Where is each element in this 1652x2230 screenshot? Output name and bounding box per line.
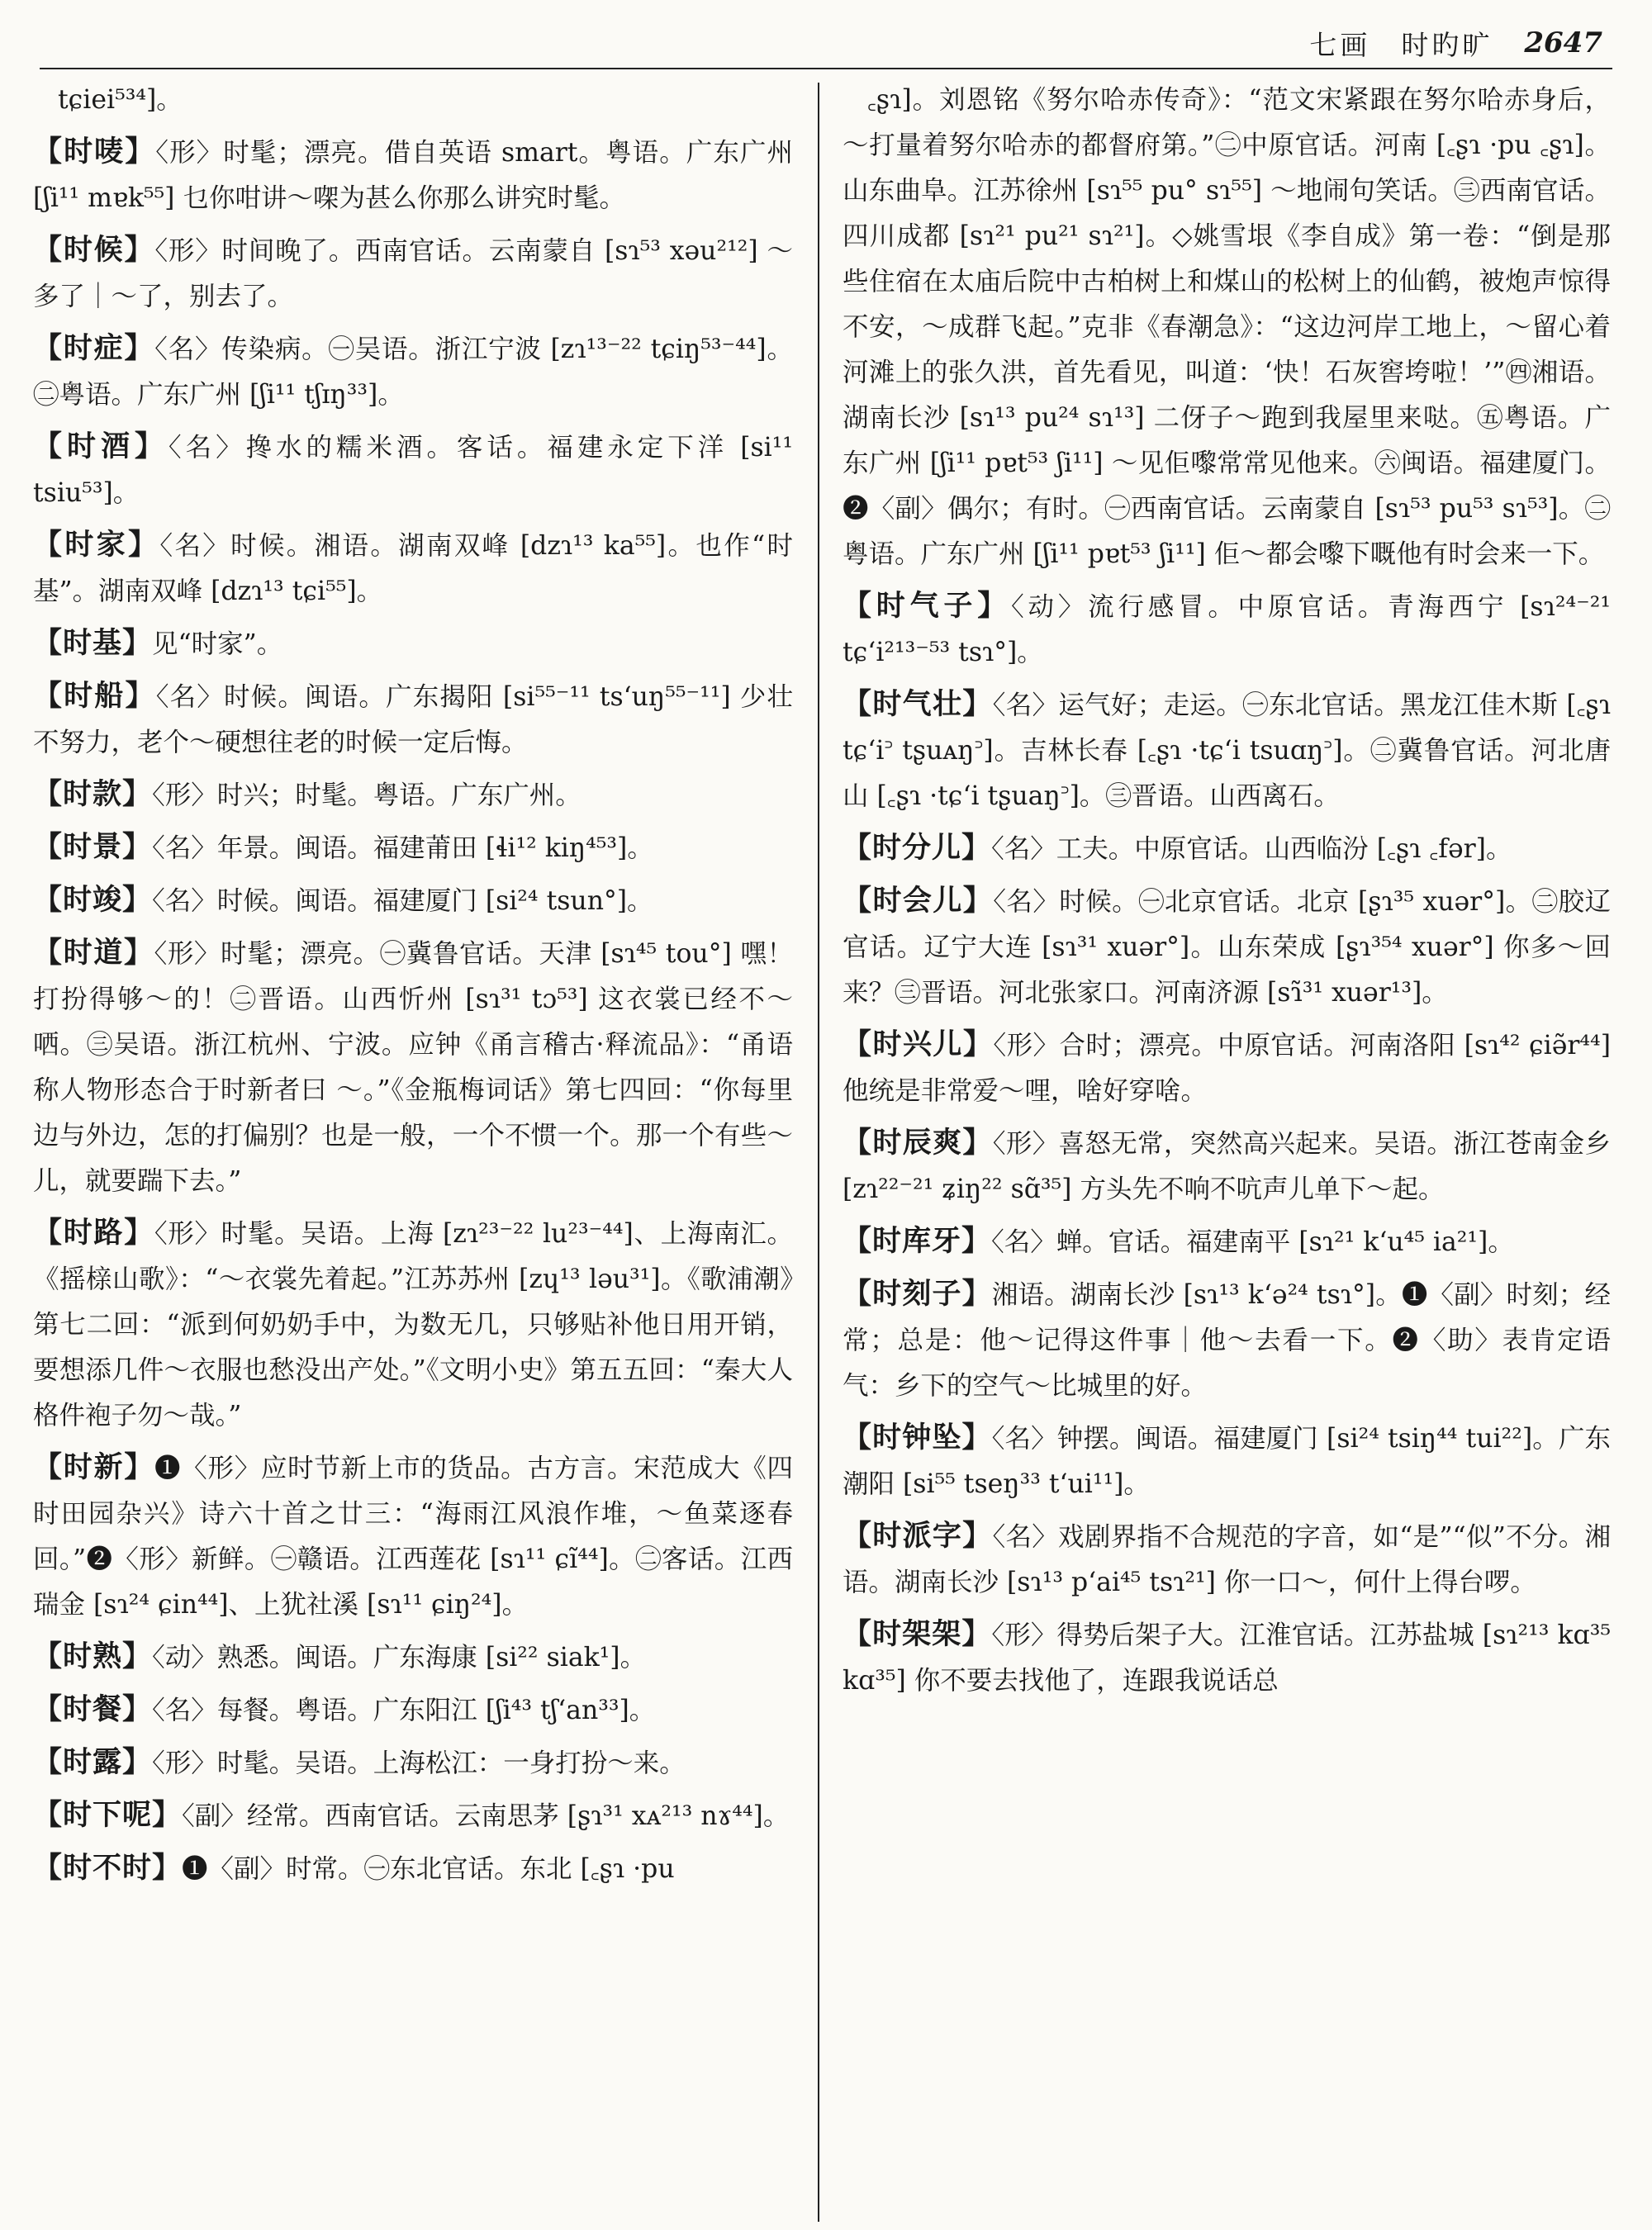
entry-text: 〈名〉时候。㊀北京官话。北京 [ʂɿ³⁵ xuər°]。㊁胶辽官话。辽宁大连 [sɿ³¹ xuər°]。山东荣成 [ʂɿ³⁵⁴ xuər°] 你多～回来？㊂晋语。河北张家口。河南济源 [sɿ̃³¹ xuər¹³]。 <box>843 887 1611 1008</box>
entry-text: 〈名〉工夫。中原官话。山西临汾 [꜀ʂɿ ꜀fər]。 <box>991 834 1512 864</box>
entry-text: 〈名〉时候。湘语。湖南双峰 [dzɿ¹³ ka⁵⁵]。也作“时基”。湖南双峰 [dzɿ¹³ tɕi⁵⁵]。 <box>33 531 793 606</box>
dictionary-entry <box>33 1634 793 1681</box>
entry-headword: 【时基】 <box>33 626 153 660</box>
entry-text: 〈名〉时候。闽语。广东揭阳 [si⁵⁵⁻¹¹ tsʻuŋ⁵⁵⁻¹¹] 少壮不努力，老个～硬想往老的时候一定后悔。 <box>33 682 793 757</box>
dictionary-entry <box>843 825 1611 872</box>
entry-text: 〈形〉时髦。吴语。上海 [zɿ²³⁻²² lu²³⁻⁴⁴]、上海南汇。《摇榇山歌》：“～衣裳先着起。”江苏苏州 [zɥ¹³ ləu³¹]。《歌浦潮》第七二回：“派到何奶奶手中，为数无几，只够贴补他日用开销，要想添几件～衣服也愁没出产处。”《文明小史》第五五回：“秦大人格件袍子勿～哉。” <box>33 1219 793 1431</box>
dictionary-entry <box>33 1845 793 1892</box>
entry-text: 〈动〉熟悉。闽语。广东海康 [si²² siak¹]。 <box>152 1643 647 1672</box>
entry-headword: 【时会儿】 <box>843 884 994 918</box>
entry-headword: 【时路】 <box>33 1216 154 1250</box>
entry-headword: 【时兴儿】 <box>843 1027 994 1061</box>
entry-headword: 【时新】 <box>33 1450 154 1484</box>
entry-headword: 【时露】 <box>33 1745 153 1779</box>
entry-text: 〈副〉经常。西南官话。云南思茅 [ʂɿ³¹ xᴀ²¹³ nɤ⁴⁴]。 <box>182 1801 790 1831</box>
dictionary-entry <box>33 227 793 320</box>
entry-headword: 【时架架】 <box>843 1617 992 1651</box>
entry-text: 〈形〉合时；漂亮。中原官话。河南洛阳 [sɿ⁴² ɕiə̃r⁴⁴] 他统是非常爱～哩，啥好穿啥。 <box>843 1031 1611 1106</box>
dictionary-entry <box>843 1120 1611 1212</box>
entry-headword: 【时气子】 <box>843 589 1011 623</box>
entry-headword: 【时辰爽】 <box>843 1126 993 1160</box>
entry-text: 〈名〉传染病。㊀吴语。浙江宁波 [zɿ¹³⁻²² tɕiŋ⁵³⁻⁴⁴]。㊁粤语。广东广州 [ʃi¹¹ tʃɪŋ³³]。 <box>33 334 793 410</box>
entry-headword: 【时钟坠】 <box>843 1421 992 1454</box>
dictionary-entry <box>33 76 793 123</box>
dictionary-entry <box>33 325 793 418</box>
dictionary-entry <box>33 824 793 871</box>
entry-text: ❶〈形〉应时节新上市的货品。古方言。宋范成大《四时田园杂兴》诗六十首之廿三：“海雨江风浪作堆，～鱼菜逐春回。”❷〈形〉新鲜。㊀赣语。江西莲花 [sɿ¹¹ ɕĩ⁴⁴]。㊁客话。江西瑞金 [sɿ²⁴ ɕin⁴⁴]、上犹社溪 [sɿ¹¹ ɕiŋ²⁴]。 <box>33 1454 793 1620</box>
entry-headword: 【时家】 <box>33 528 160 562</box>
entry-text: tɕiei⁵³⁴]。 <box>58 85 183 115</box>
dictionary-entry <box>33 1792 793 1839</box>
entry-text: 〈形〉时髦。吴语。上海松江：一身打扮～来。 <box>152 1748 686 1778</box>
entry-headword: 【时不时】 <box>33 1851 183 1885</box>
entry-headword: 【时酒】 <box>33 429 169 463</box>
dictionary-entry <box>33 1687 793 1734</box>
entry-headword: 【时熟】 <box>33 1639 153 1673</box>
entry-text: 〈名〉每餐。粤语。广东阳江 [ʃi⁴³ tʃʻan³³]。 <box>152 1696 656 1725</box>
dictionary-entry <box>33 1445 793 1628</box>
entry-text: 〈动〉流行感冒。中原官话。青海西宁 [sɿ²⁴⁻²¹ tɕʻi²¹³⁻⁵³ tsɿ°]。 <box>843 592 1611 667</box>
entry-text: 〈名〉年景。闽语。福建莆田 [ɬi¹² kiŋ⁴⁵³]。 <box>152 833 653 863</box>
dictionary-entry <box>843 878 1611 1016</box>
entry-headword: 【时唛】 <box>33 135 156 168</box>
entry-headword: 【时景】 <box>33 830 153 864</box>
entry-text: 〈形〉时兴；时髦。粤语。广东广州。 <box>152 780 582 810</box>
entry-headword: 【时刻子】 <box>843 1277 992 1311</box>
dictionary-entry <box>843 1415 1611 1507</box>
entry-headword: 【时症】 <box>33 331 155 365</box>
page-header <box>1309 18 1602 68</box>
dictionary-entry <box>843 681 1611 819</box>
entry-text: 见“时家”。 <box>152 629 283 659</box>
entry-headword: 【时餐】 <box>33 1692 153 1726</box>
entry-text: ꜀ʂɿ]。刘恩铭《努尔哈赤传奇》：“范文宋紧跟在努尔哈赤身后，～打量着努尔哈赤的都督府第。”㊁中原官话。河南 [꜀ʂɿ ·pu ꜀ʂɿ]。山东曲阜。江苏徐州 [sɿ⁵⁵ pu° sɿ⁵⁵] ～地闹句笑话。㊂西南官话。四川成都 [sɿ²¹ pu²¹ sɿ²¹]。◇姚雪垠《李自成》第一卷：“倒是那些住宿在太庙后院中古柏树上和煤山的松树上的仙鹤，被炮声惊得不安，～成群飞起。”克非《春潮急》：“这边河岸工地上，～留心着河滩上的张久洪，首先看见，叫道：‘快！石灰窖垮啦！’”㊃湘语。湖南长沙 [sɿ¹³ pu²⁴ sɿ¹³] 二伢子～跑到我屋里来哒。㊄粤语。广东广州 [ʃi¹¹ pɐt⁵³ ʃi¹¹] ～见佢嚟常常见他来。㊅闽语。福建厦门。❷〈副〉偶尔；有时。㊀西南官话。云南蒙自 [sɿ⁵³ pu⁵³ sɿ⁵³]。㊁粤语。广东广州 [ʃi¹¹ pɐt⁵³ ʃi¹¹] 佢～都会嚟下嘅他有时会来一下。 <box>843 85 1611 569</box>
right-column <box>843 76 1611 1710</box>
entry-text: 〈形〉时髦；漂亮。㊀冀鲁官话。天津 [sɿ⁴⁵ tou°] 嘿！打扮得够～的！㊁晋语。山西忻州 [sɿ³¹ tɔ⁵³] 这衣裳已经不～哂。㊂吴语。浙江杭州、宁波。应钟《甬言稽古·释流品》：“甬语称人物形态合于时新者曰 ～。”《金瓶梅词话》第七四回：“你每里边与外边，怎的打偏别？也是一般，一个不惯一个。那一个有些～儿，就要踹下去。” <box>33 939 793 1196</box>
dictionary-entry <box>843 1513 1611 1606</box>
dictionary-entry <box>33 771 793 818</box>
dictionary-entry <box>33 930 793 1204</box>
dictionary-entry <box>33 877 793 924</box>
entry-headword: 【时库牙】 <box>843 1224 992 1258</box>
section-title: 七画 时旳旷 <box>1309 28 1493 61</box>
entry-headword: 【时船】 <box>33 679 156 713</box>
dictionary-entry <box>843 583 1611 676</box>
page-number: 2647 <box>1524 26 1602 59</box>
dictionary-entry <box>33 620 793 667</box>
entry-text: 〈名〉搀水的糯米酒。客话。福建永定下洋 [si¹¹ tsiu⁵³]。 <box>33 433 793 508</box>
dictionary-entry <box>843 1218 1611 1265</box>
left-column <box>33 76 793 1898</box>
dictionary-entry <box>843 1271 1611 1409</box>
dictionary-entry <box>843 1022 1611 1114</box>
dictionary-entry <box>33 129 793 221</box>
dictionary-entry <box>33 522 793 614</box>
entry-text: 〈形〉时间晚了。西南官话。云南蒙自 [sɿ⁵³ xəu²¹²] ～多了｜～了，别去了。 <box>33 236 793 311</box>
entry-text: 〈名〉运气好；走运。㊀东北官话。黑龙江佳木斯 [꜀ʂɿ tɕʻi꜄ tʂuᴀŋ꜄]。吉林长春 [꜀ʂɿ ·tɕʻi tsuɑŋ꜄]。㊁冀鲁官话。河北唐山 [꜀ʂɿ ·tɕʻi tʂuaŋ꜄]。㊂晋语。山西离石。 <box>843 690 1611 811</box>
dictionary-entry <box>33 1210 793 1439</box>
dictionary-entry <box>33 673 793 766</box>
entry-headword: 【时款】 <box>33 777 153 811</box>
entry-text: 〈名〉时候。闽语。福建厦门 [si²⁴ tsun°]。 <box>152 886 653 916</box>
column-divider <box>818 83 819 2222</box>
dictionary-entry <box>843 76 1611 577</box>
dictionary-entry <box>33 424 793 516</box>
entry-headword: 【时候】 <box>33 233 155 267</box>
entry-text: 〈名〉蝉。官话。福建南平 [sɿ²¹ kʻu⁴⁵ ia²¹]。 <box>991 1227 1514 1257</box>
entry-headword: 【时分儿】 <box>843 831 992 865</box>
entry-text: 〈形〉喜怒无常，突然高兴起来。吴语。浙江苍南金乡 [zɿ²²⁻²¹ ʑiŋ²² sɑ̃³⁵] 方头先不响不吭声儿单下～起。 <box>843 1129 1611 1204</box>
dictionary-entry <box>843 1611 1611 1704</box>
entry-text: 〈形〉得势后架子大。江淮官话。江苏盐城 [sɿ²¹³ kɑ³⁵ kɑ³⁵] 你不要去找他了，连跟我说话总 <box>843 1620 1611 1696</box>
entry-headword: 【时气壮】 <box>843 687 993 721</box>
entry-text: ❶〈副〉时常。㊀东北官话。东北 [꜀ʂɿ ·pu <box>182 1854 675 1884</box>
entry-text: 〈名〉钟摆。闽语。福建厦门 [si²⁴ tsiŋ⁴⁴ tui²²]。广东潮阳 [si⁵⁵ tseŋ³³ tʻui¹¹]。 <box>843 1424 1611 1499</box>
entry-text: 湘语。湖南长沙 [sɿ¹³ kʻə²⁴ tsɿ°]。❶〈副〉时刻；经常；总是：他～记得这件事｜他～去看一下。❷〈助〉表肯定语气：乡下的空气～比城里的好。 <box>843 1280 1611 1401</box>
entry-text: 〈形〉时髦；漂亮。借自英语 smart。粤语。广东广州 [ʃi¹¹ mɐk⁵⁵] 乜你咁讲～㗎为甚么你那么讲究时髦。 <box>33 138 793 213</box>
dictionary-entry <box>33 1739 793 1786</box>
entry-headword: 【时竣】 <box>33 883 153 917</box>
entry-headword: 【时下呢】 <box>33 1798 183 1832</box>
entry-headword: 【时道】 <box>33 936 154 970</box>
header-rule <box>40 68 1612 69</box>
entry-text: 〈名〉戏剧界指不合规范的字音，如“是”“似”不分。湘语。湖南长沙 [sɿ¹³ pʻai⁴⁵ tsɿ²¹] 你一口～，何什上得台啰。 <box>843 1522 1611 1597</box>
entry-headword: 【时派字】 <box>843 1519 993 1553</box>
